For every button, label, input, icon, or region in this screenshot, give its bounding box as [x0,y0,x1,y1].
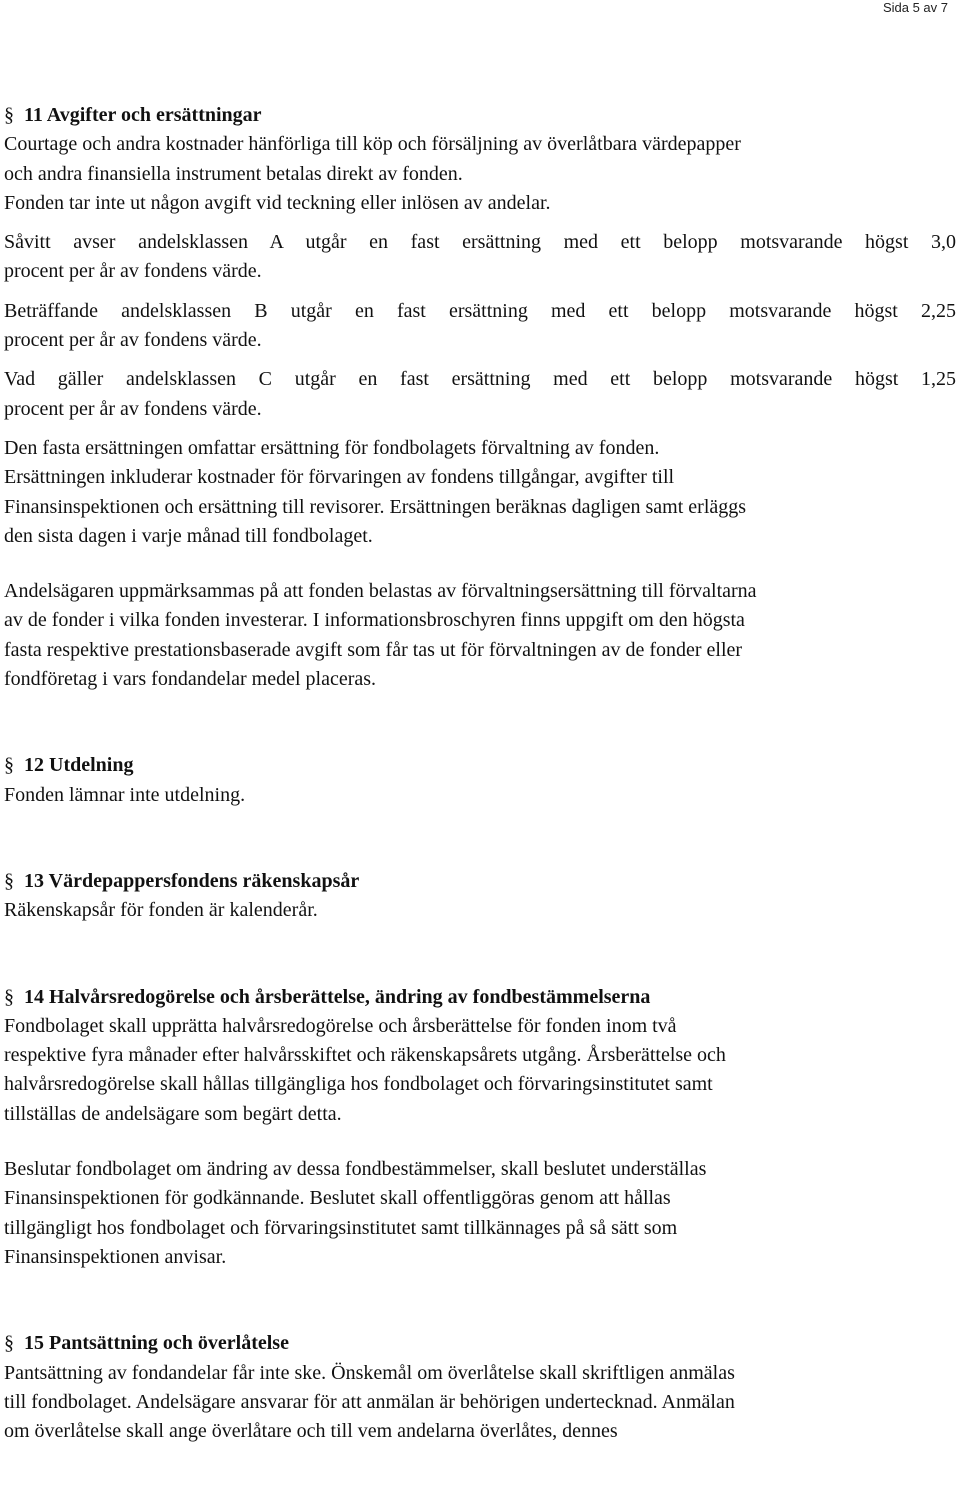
section-13-heading: § 13 Värdepappersfondens räkenskapsår [4,869,360,892]
document-body [4,101,956,1446]
s14-p2-line: Finansinspektionen för godkännande. Beslutet skall offentliggöras genom att hållas [4,1187,671,1210]
s11-p6-line: fasta respektive prestationsbaserade avgift som får tas ut för förvaltningen av de fonder eller [4,638,743,661]
section-symbol: § [4,104,14,126]
s11-p5-line: den sista dagen i varje månad till fondbolaget. [4,524,373,547]
s11-p1-line: Fonden tar inte ut någon avgift vid teckning eller inlösen av andelar. [4,191,551,214]
section-symbol: § [4,869,14,892]
s11-p1-line: Courtage och andra kostnader hänförliga till köp och försäljning av överlåtbara värdepapper [4,133,741,156]
s14-p1-line: tillställas de andelsägare som begärt detta. [4,1102,342,1125]
s11-p2-line: Såvitt avser andelsklassen A utgår en fast ersättning med ett belopp motsvarande högst 3,0 [4,231,956,254]
s15-p1-line: Pantsättning av fondandelar får inte ske. Önskemål om överlåtelse skall skriftligen anmälas [4,1361,735,1384]
s14-p1-line: Fondbolaget skall upprätta halvårsredogörelse och årsberättelse för fonden inom två [4,1014,677,1037]
s14-p2-line: tillgängligt hos fondbolaget och förvaringsinstitutet samt tillkännages på så sätt som [4,1216,678,1239]
section-12-heading: § 12 Utdelning [4,754,134,777]
section-symbol: § [4,754,14,777]
s14-p1-line: halvårsredogörelse skall hållas tillgängliga hos fondbolaget och förvaringsinstitutet samt [4,1073,713,1096]
s11-p6-line: Andelsägaren uppmärksammas på att fonden belastas av förvaltningsersättning till förvaltarna [4,580,757,603]
s11-p1-line: och andra finansiella instrument betalas direkt av fonden. [4,162,463,185]
s13-p1-line: Räkenskapsår för fonden är kalenderår. [4,899,318,922]
s11-p5-line: Finansinspektionen och ersättning till revisorer. Ersättningen beräknas dagligen samt erläggs [4,495,747,518]
s14-p2-line: Beslutar fondbolaget om ändring av dessa fondbestämmelser, skall beslutet underställas [4,1158,707,1181]
section-11-heading: § 11 Avgifter och ersättningar [4,104,262,126]
s11-p6-line: fondföretag i vars fondandelar medel placeras. [4,668,377,691]
section-symbol: § [4,985,14,1008]
s11-p6-line: av de fonder i vilka fonden investerar. I informationsbroschyren finns uppgift om den högsta [4,609,745,632]
s11-p5-line: Ersättningen inkluderar kostnader för förvaringen av fondens tillgångar, avgifter till [4,466,675,489]
s12-p1-line: Fonden lämnar inte utdelning. [4,783,246,806]
s15-p1-line: till fondbolaget. Andelsägare ansvarar för att anmälan är behörigen undertecknad. Anmälan [4,1390,735,1413]
s11-p4-line: procent per år av fondens värde. [4,397,262,420]
s15-p1-line: om överlåtelse skall ange överlåtare och till vem andelarna överlåtes, dennes [4,1420,618,1443]
s14-p1-line: respektive fyra månader efter halvårsskiftet och räkenskapsårets utgång. Årsberättelse och [4,1044,726,1067]
s11-p3-line: Beträffande andelsklassen B utgår en fast ersättning med ett belopp motsvarande högst 2,25 [4,299,956,322]
section-symbol: § [4,1332,14,1355]
s14-p2-line: Finansinspektionen anvisar. [4,1245,227,1268]
section-14-heading: § 14 Halvårsredogörelse och årsberättelse, ändring av fondbestämmelserna [4,985,651,1008]
section-15-heading: § 15 Pantsättning och överlåtelse [4,1332,289,1355]
s11-p5-line: Den fasta ersättningen omfattar ersättning för fondbolagets förvaltning av fonden. [4,436,660,459]
s11-p3-line: procent per år av fondens värde. [4,329,262,352]
page-number: Sida 5 av 7 [882,0,948,15]
s11-p4-line: Vad gäller andelsklassen C utgår en fast ersättning med ett belopp motsvarande högst 1,25 [4,368,956,391]
s11-p2-line: procent per år av fondens värde. [4,260,262,283]
